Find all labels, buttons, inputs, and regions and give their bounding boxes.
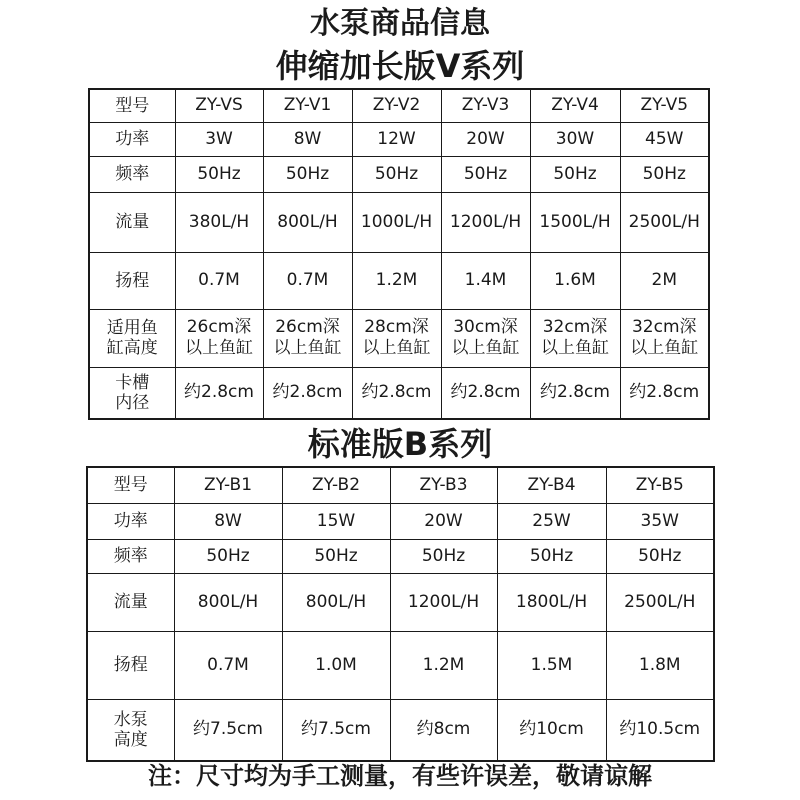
spec-cell xyxy=(620,192,709,252)
spec-cell-line: 约7.5cm xyxy=(301,719,371,740)
row-label-line: 卡槽 xyxy=(115,372,150,393)
spec-cell-line: 约7.5cm xyxy=(193,719,263,740)
spec-cell xyxy=(352,367,441,419)
spec-cell-line: 8W xyxy=(293,128,322,149)
spec-cell-line: 1.2M xyxy=(375,270,418,290)
spec-row xyxy=(89,367,709,419)
spec-cell xyxy=(263,309,352,367)
spec-cell-line: 50Hz xyxy=(374,163,419,184)
spec-cell-line: 15W xyxy=(316,510,356,531)
spec-cell xyxy=(175,192,263,252)
row-label-line: 水泵 xyxy=(113,709,148,730)
spec-cell-line: 2M xyxy=(651,270,677,290)
spec-cell xyxy=(497,503,606,539)
spec-cell-line: 1000L/H xyxy=(360,211,433,232)
spec-cell xyxy=(352,156,441,192)
row-label-line: 扬程 xyxy=(115,270,150,291)
spec-cell xyxy=(606,573,714,631)
spec-cell-line: 50Hz xyxy=(206,545,250,566)
row-label-line: 频率 xyxy=(113,546,148,566)
spec-cell xyxy=(174,467,282,503)
spec-cell-line: ZY-B5 xyxy=(635,474,684,495)
spec-cell-line: 1800L/H xyxy=(515,591,588,612)
spec-cell-line: 1200L/H xyxy=(407,591,480,612)
spec-cell xyxy=(530,309,620,367)
spec-cell-line: 26cm深 xyxy=(275,317,340,337)
row-label-line: 型号 xyxy=(113,475,148,496)
spec-cell xyxy=(606,631,714,699)
spec-cell-line: 20W xyxy=(466,128,505,149)
spec-cell xyxy=(263,122,352,156)
spec-cell-line: 约10cm xyxy=(519,719,584,740)
spec-cell-line: ZY-VS xyxy=(195,95,243,116)
spec-cell xyxy=(390,467,497,503)
spec-cell xyxy=(263,192,352,252)
spec-cell-line: ZY-B2 xyxy=(311,474,361,495)
spec-cell-line: ZY-V5 xyxy=(640,95,689,116)
row-label-line: 适用鱼 xyxy=(106,318,158,338)
spec-cell-line: 50Hz xyxy=(638,545,682,566)
spec-cell-line: ZY-V4 xyxy=(551,95,599,116)
spec-cell xyxy=(620,122,709,156)
spec-cell-line: 800L/H xyxy=(277,211,338,232)
spec-cell xyxy=(352,89,441,122)
spec-cell xyxy=(390,503,497,539)
spec-cell xyxy=(282,573,390,631)
spec-cell xyxy=(441,192,530,252)
spec-cell xyxy=(497,699,606,761)
spec-cell-line: 约2.8cm xyxy=(540,382,610,403)
spec-cell-line: 1200L/H xyxy=(449,211,522,232)
spec-row xyxy=(89,122,709,156)
spec-cell-line: 12W xyxy=(377,128,416,149)
spec-cell-line: 50Hz xyxy=(553,163,597,184)
spec-cell-line: 1.4M xyxy=(464,270,507,290)
spec-cell-line: 0.7M xyxy=(198,270,240,290)
spec-cell-line: 以上鱼缸 xyxy=(451,338,520,358)
spec-cell-line: 约8cm xyxy=(416,719,471,740)
spec-row xyxy=(89,89,709,122)
row-label xyxy=(89,89,175,122)
spec-cell-line: ZY-B4 xyxy=(527,474,576,495)
spec-cell xyxy=(390,631,497,699)
spec-cell xyxy=(441,309,530,367)
spec-cell-line: 约2.8cm xyxy=(272,382,343,403)
spec-cell-line: 26cm深 xyxy=(186,317,252,337)
spec-cell xyxy=(441,89,530,122)
spec-cell xyxy=(497,573,606,631)
row-label xyxy=(87,699,174,761)
spec-cell-line: 1.2M xyxy=(422,654,465,675)
spec-cell-line: 50Hz xyxy=(463,163,508,184)
spec-cell xyxy=(263,89,352,122)
spec-cell-line: 32cm深 xyxy=(631,317,697,337)
spec-row xyxy=(87,467,714,503)
spec-cell xyxy=(174,573,282,631)
spec-cell-line: 约2.8cm xyxy=(629,382,700,403)
spec-cell xyxy=(175,367,263,419)
row-label xyxy=(89,192,175,252)
spec-cell xyxy=(620,252,709,309)
spec-cell-line: 0.7M xyxy=(207,654,249,675)
row-label-line: 功率 xyxy=(113,511,148,531)
spec-cell-line: 约10.5cm xyxy=(619,719,701,740)
row-label xyxy=(89,309,175,367)
spec-cell xyxy=(530,367,620,419)
spec-cell-line: 1.0M xyxy=(315,654,357,675)
spec-cell xyxy=(497,631,606,699)
spec-row xyxy=(87,539,714,573)
spec-cell xyxy=(174,503,282,539)
row-label xyxy=(87,573,174,631)
spec-row xyxy=(87,503,714,539)
spec-cell-line: 0.7M xyxy=(286,270,329,290)
spec-cell xyxy=(263,252,352,309)
spec-cell-line: 50Hz xyxy=(529,545,574,566)
spec-cell xyxy=(174,631,282,699)
spec-cell xyxy=(352,309,441,367)
v-series-title: 伸缩加长版V系列 xyxy=(275,47,525,85)
spec-cell xyxy=(175,156,263,192)
spec-cell xyxy=(441,122,530,156)
spec-cell-line: 800L/H xyxy=(197,591,259,612)
spec-cell xyxy=(352,192,441,252)
spec-cell-line: 以上鱼缸 xyxy=(185,338,253,358)
spec-cell-line: 25W xyxy=(532,510,571,531)
spec-cell-line: 35W xyxy=(640,510,679,531)
spec-cell-line: 1.6M xyxy=(554,270,596,290)
spec-row xyxy=(87,631,714,699)
spec-cell xyxy=(174,539,282,573)
spec-cell xyxy=(352,122,441,156)
spec-cell-line: 2500L/H xyxy=(624,591,696,612)
spec-cell xyxy=(530,156,620,192)
b-series-title: 标准版B系列 xyxy=(307,425,493,463)
spec-cell xyxy=(530,192,620,252)
spec-cell-line: 约2.8cm xyxy=(361,382,432,403)
spec-cell xyxy=(497,467,606,503)
spec-cell-line: 50Hz xyxy=(197,163,241,184)
spec-cell xyxy=(390,699,497,761)
b-series-spec-table xyxy=(86,466,715,762)
spec-row xyxy=(87,699,714,761)
spec-cell-line: 以上鱼缸 xyxy=(630,338,699,358)
spec-cell-line: 50Hz xyxy=(285,163,330,184)
spec-cell xyxy=(606,539,714,573)
spec-cell-line: 以上鱼缸 xyxy=(362,338,431,358)
spec-cell-line: 28cm深 xyxy=(364,317,429,337)
spec-cell xyxy=(606,467,714,503)
spec-cell xyxy=(175,122,263,156)
row-label xyxy=(89,252,175,309)
spec-cell-line: 30W xyxy=(555,128,595,149)
spec-row xyxy=(89,309,709,367)
row-label-line: 扬程 xyxy=(113,655,148,675)
spec-cell xyxy=(282,699,390,761)
spec-cell xyxy=(263,156,352,192)
spec-cell xyxy=(441,367,530,419)
spec-cell-line: 50Hz xyxy=(314,545,358,566)
spec-cell xyxy=(606,699,714,761)
spec-cell xyxy=(620,309,709,367)
spec-cell-line: 约2.8cm xyxy=(450,382,521,403)
spec-cell-line: 1500L/H xyxy=(539,211,611,232)
spec-cell-line: ZY-V2 xyxy=(372,95,421,116)
spec-cell xyxy=(282,503,390,539)
spec-cell-line: 45W xyxy=(645,128,684,149)
spec-cell xyxy=(175,89,263,122)
spec-cell xyxy=(352,252,441,309)
row-label-line: 缸高度 xyxy=(106,338,158,358)
spec-cell xyxy=(620,89,709,122)
spec-cell xyxy=(175,252,263,309)
page-title: 水泵商品信息 xyxy=(310,6,490,41)
v-series-spec-table xyxy=(88,88,710,420)
spec-cell xyxy=(441,156,530,192)
spec-cell-line: 约2.8cm xyxy=(184,382,254,403)
spec-cell-line: 2500L/H xyxy=(628,211,700,232)
spec-cell xyxy=(530,122,620,156)
row-label xyxy=(89,156,175,192)
spec-row xyxy=(89,156,709,192)
spec-cell xyxy=(282,631,390,699)
spec-cell-line: 以上鱼缸 xyxy=(273,338,342,358)
spec-cell xyxy=(620,367,709,419)
spec-row xyxy=(89,192,709,252)
spec-cell-line: 1.5M xyxy=(530,654,573,675)
spec-cell-line: 3W xyxy=(205,128,233,149)
row-label-line: 流量 xyxy=(113,592,148,612)
row-label xyxy=(89,122,175,156)
spec-cell xyxy=(282,539,390,573)
spec-cell xyxy=(263,367,352,419)
spec-cell-line: 32cm深 xyxy=(542,317,608,337)
spec-row xyxy=(89,252,709,309)
spec-cell-line: 50Hz xyxy=(421,545,466,566)
spec-cell-line: ZY-V3 xyxy=(461,95,510,116)
spec-cell xyxy=(530,89,620,122)
spec-cell xyxy=(174,699,282,761)
spec-cell-line: 380L/H xyxy=(188,211,250,232)
spec-cell-line: 8W xyxy=(214,510,242,531)
spec-cell-line: 800L/H xyxy=(305,591,367,612)
spec-cell xyxy=(606,503,714,539)
spec-cell-line: 以上鱼缸 xyxy=(541,338,609,358)
spec-cell-line: ZY-B3 xyxy=(419,474,468,495)
measurement-note: 注：尺寸均为手工测量，有些许误差，敬请谅解 xyxy=(148,762,652,790)
spec-cell xyxy=(175,309,263,367)
spec-cell xyxy=(282,467,390,503)
spec-row xyxy=(87,573,714,631)
spec-cell xyxy=(390,539,497,573)
spec-cell-line: 20W xyxy=(424,510,463,531)
row-label-line: 高度 xyxy=(113,729,148,750)
spec-cell-line: 50Hz xyxy=(642,163,686,184)
row-label xyxy=(87,631,174,699)
row-label-line: 内径 xyxy=(115,392,150,413)
row-label xyxy=(87,503,174,539)
spec-cell-line: ZY-B1 xyxy=(203,474,253,495)
row-label-line: 频率 xyxy=(115,164,150,184)
spec-cell-line: 1.8M xyxy=(638,654,681,675)
row-label-line: 功率 xyxy=(115,129,150,149)
row-label xyxy=(87,539,174,573)
row-label-line: 流量 xyxy=(115,212,150,232)
spec-cell-line: 30cm深 xyxy=(453,317,518,337)
spec-cell xyxy=(530,252,620,309)
spec-cell xyxy=(441,252,530,309)
row-label xyxy=(89,367,175,419)
spec-cell xyxy=(390,573,497,631)
spec-cell-line: ZY-V1 xyxy=(283,95,332,116)
spec-cell xyxy=(620,156,709,192)
row-label xyxy=(87,467,174,503)
row-label-line: 型号 xyxy=(115,95,150,116)
spec-cell xyxy=(497,539,606,573)
